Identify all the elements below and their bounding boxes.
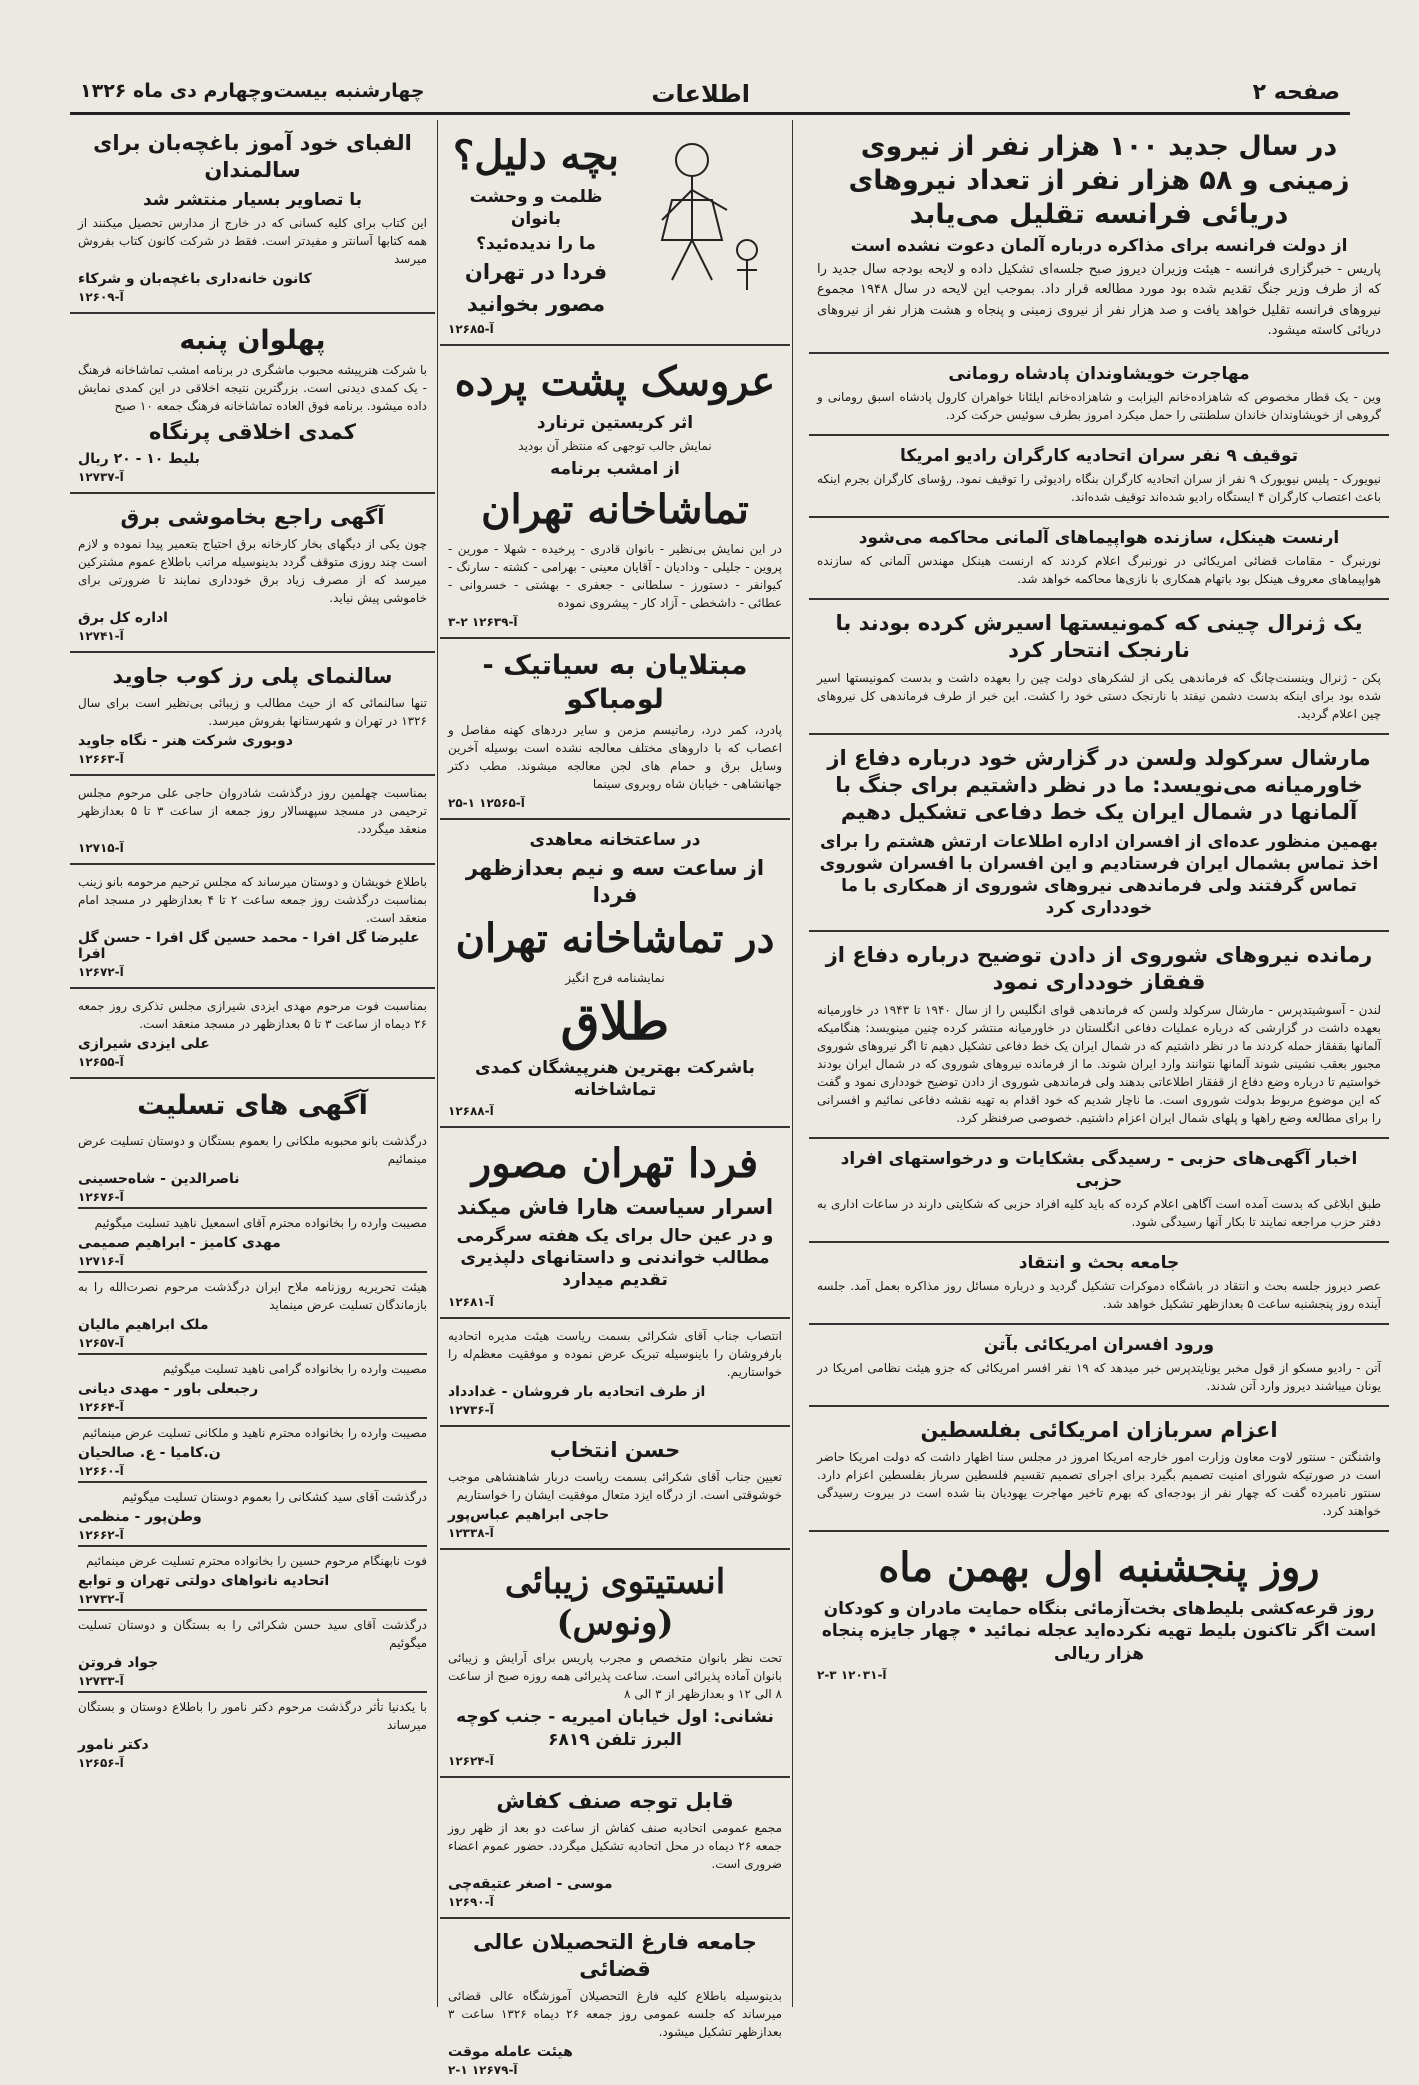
lottery-title: روز پنجشنبه اول بهمن ماه (878, 1544, 1320, 1592)
ad-title: قابل توجه صنف کفاش (496, 1788, 734, 1813)
story-meeting (809, 1243, 1389, 1325)
ad-code: آ-۱۲۶۵۷ (78, 1336, 124, 1351)
condolence-body: درگذشت آقای سید حسن شکرائی را به بستگان و دوستان تسلیت میگوئیم (78, 1618, 427, 1651)
masthead (70, 78, 1350, 115)
ad-line: فردا در تهران (464, 260, 608, 285)
ad-sign: از طرف اتحادیه بار فروشان - غدادداد (448, 1383, 706, 1400)
condolence-sign: اتحادیه نانواهای دولتی تهران و توابع (78, 1573, 330, 1590)
ad-code: آ-۱۲۳۳۸ (448, 1525, 494, 1540)
ad-title: انستیتوی زیبائی (ونوس) (504, 1561, 726, 1643)
ad-line: ظلمت و وحشت بانوان (469, 187, 603, 230)
story-body: آتن - رادیو مسکو از قول مخبر یونایتدپرس خبر میدهد که ۱۹ نفر افسر امریکائی که جزو هیئت نظامی امریکا در یونان میباشند دیروز وارد آتن شدند. (817, 1361, 1382, 1394)
condolence-body: درگذشت بانو محبوبه ملکانی را بعموم بستگان و دوستان تسلیت عرض مینمائیم (78, 1134, 427, 1167)
ad-title: آگهی راجع بخاموشی برق (120, 504, 385, 529)
ad-desc: نمایش جالب توجهی که منتظر آن بودید (518, 438, 712, 453)
ad-child (440, 120, 790, 346)
story-soviet (809, 932, 1389, 1139)
ad-code: ۲-۳ آ-۱۲۰۳۱ (817, 1667, 887, 1682)
story-title: یک ژنرال چینی که کمونیستها اسیرش کرده بودند با نارنجک انتحار کرد (835, 611, 1363, 663)
story-title: ارنست هینکل، سازنده هواپیماهای آلمانی محاکمه می‌شود (858, 528, 1340, 549)
story-title: جامعه بحث و انتقاد (1018, 1252, 1180, 1273)
ad-code: آ-۱۲۷۱۶ (78, 1254, 124, 1269)
ad-address: نشانی: اول خیابان امیریه - جنب کوچه البرز تلفن ۶۸۱۹ (456, 1707, 774, 1750)
condolence-sign: ملک ابراهیم مالیان (78, 1317, 209, 1334)
issue-date: چهارشنبه بیست‌وچهارم دی ماه ۱۳۲۶ (80, 80, 425, 102)
ad-from: از امشب برنامه (550, 458, 680, 479)
ad-code: آ-۱۲۶۳۹ ۲-۳ (448, 615, 518, 630)
ad-code: آ-۱۲۶۰۹ (78, 289, 124, 304)
center-ads-column (440, 120, 790, 2078)
ad-title: بچه دلیل؟ (453, 132, 619, 179)
ad-title: جامعه فارغ التحصیلان عالی قضائی (473, 1929, 757, 1982)
lottery-ad (809, 1532, 1389, 1689)
condolence-section (70, 1079, 435, 1781)
story-body: پکن - ژنرال وینسنت‌چانگ که فرماندهی یکی از لشکرهای دولت چین را بعهده داشت و بدست کمونیستها اسیر شده بود برای اینکه بدست دشمن نیفتد با نارنجک دستی خود را کشت. این خبر از طرف فرماندهی کل نیروهای چین اعلام گردید. (817, 670, 1381, 721)
ad-sub: با تصاویر بسیار منتشر شد (142, 189, 363, 210)
story-body: نورنبرگ - مقامات قضائی امریکائی در نورنبرگ اعلام کردند که ارنست هینکل مهندس آلمانی که سازنده هواپیماهای معروف هینکل بود باتهام همکاری با نازی‌ها محاکمه خواهد شد. (817, 554, 1381, 587)
condolence-sign: جواد فروتن (78, 1655, 159, 1672)
story-radio (809, 436, 1389, 518)
story-title: اخبار آگهی‌های حزبی - رسیدگی بشکایات و درخواستهای افراد حزبی (840, 1148, 1358, 1191)
story-title: رمانده نیروهای شوروی از دادن توضیح درباره دفاع از قفقاز خودداری نمود (825, 943, 1373, 995)
story-title: ورود افسران امریکائی بآتن (983, 1334, 1215, 1355)
ad-pahlevan (70, 314, 435, 494)
notice (70, 865, 435, 989)
story-body: واشنگتن - سنتور لاوت معاون وزارت امور خارجه امریکا امروز در مجلس سنا اظهار داشت که دولت امریکا حاضر است در صورتیکه شورای امنیت تصمیم بگیرد برای اجرای تصمیم تقسیم فلسطین سرباز بفلسطین اعزام دارد. سنتور نامبرده گفت که چهار نفر از بودجه‌ای که بهرم تاخیر مهاجرت یهودیان بنا شده است در بیروت رسیدگی خواهند کرد. (817, 1450, 1381, 1519)
notice-body: باطلاع خویشان و دوستان میرساند که مجلس ترحیم مرحومه بانو زینب بمناسبت درگذشت روز جمعه ساعت ۲ تا ۴ بعدازظهر در مسجد امام منعقد است. (78, 875, 427, 926)
ad-code: آ-۱۲۶۶۰ (78, 1464, 124, 1479)
condolence-sign: مهدی کامیز - ابراهیم صمیمی (78, 1235, 281, 1252)
ad-body: پادرد، کمر درد، رماتیسم مزمن و سایر دردهای کهنه مفاصل و اعصاب که با داروهای مختلف معالجه نشده است بوسیله آخرین وسایل برق و حمام های لجن معالجه میشوند. مطب دکتر جهانشاهی - خیابان شاه روبروی سینما (448, 722, 782, 791)
ad-body: تنها سالنمائی که از حیث مطالب و زیبائی بی‌نظیر است برای سال ۱۳۲۶ در تهران و شهرستانها بفروش میرسد. (78, 696, 427, 729)
story-body: وین - یک قطار مخصوص که شاهزاده‌خانم الیزابت و شاهزاده‌خانم ایلئانا خواهران کارول پادشاه اسبق رومانی و گروهی از خویشاوندان خاندان سلطنتی را حمل میکرد امروز بطرف سوئیس حرکت کرد. (817, 390, 1381, 422)
ad-top: در ساعتخانه معاهدی (529, 829, 701, 850)
condolence-item (78, 1209, 427, 1273)
story-palestine (809, 1407, 1389, 1532)
condolence-sign: رجبعلی باور - مهدی دیانی (78, 1381, 259, 1398)
story-wilson (809, 735, 1389, 932)
ad-title: مبتلایان به سیاتیک - لومباکو (482, 650, 748, 715)
condolence-sign: دکتر نامور (78, 1737, 149, 1754)
ad-body: انتصاب جناب آقای شکرائی بسمت ریاست هیئت مدیره اتحادیه بارفروشان را باینوسیله تبریک عرض نموده و موفقیت معظم‌له را خواستاریم. (448, 1328, 782, 1379)
ad-sign: اداره کل برق (78, 610, 168, 627)
condolence-item (78, 1355, 427, 1419)
story-body: نیویورک - پلیس نیویورک ۹ نفر از سران اتحادیه کارگران بنگاه رادیوئی را توقیف نمود. رؤسای کارگران بجرم اینکه باعث اعتصاب کارگران ۴ ایستگاه رادیو شده‌اند توقیف شده‌اند. (817, 472, 1381, 505)
ad-code: آ-۱۲۷۴۱ (78, 629, 124, 644)
ad-doll (440, 346, 790, 639)
ad-line: اسرار سیاست هارا فاش میکند (456, 1194, 774, 1219)
ad-sign: هیئت عامله موقت (448, 2044, 573, 2061)
ad-code: آ-۱۲۶۹۰ (448, 1894, 494, 1909)
notice (70, 989, 435, 1079)
ad-alphabet (70, 120, 435, 314)
ad-price: بلیط ۱۰ - ۲۰ ریال (78, 450, 200, 467)
ad-body: با شرکت هنرپیشه محبوب ماشگری در برنامه امشب تماشاخانه فرهنگ - یک کمدی دیدنی است. بزرگترین نتیجه اخلاقی در این کمدی نمایش داده میشود. برنامه فوق العاده تماشاخانه فرهنگ جمعه ۱۰ صبح (78, 363, 427, 414)
ad-sign: موسی - اصغر عتیقه‌چی (448, 1875, 613, 1892)
ad-author: نمایشنامه فرج انگیز (565, 971, 665, 986)
notice-body: بمناسبت چهلمین روز درگذشت شادروان حاجی علی مرحوم مجلس ترحیمی در مسجد سپهسالار روز جمعه از ساعت ۳ تا ۵ بعدازظهر منعقد میگردد. (78, 786, 428, 837)
condolence-item (78, 1419, 427, 1483)
ad-theater: تماشاخانه تهران (481, 486, 749, 534)
ad-title: طلاق (560, 992, 670, 1052)
ad-title: سالنمای پلی رز کوب جاوید (112, 664, 393, 689)
story-title: مارشال سرکولد ولسن در گزارش خود درباره دفاع از خاورمیانه می‌نویسد: ما در نظر داشتیم برای جنگ با آلمانها در شمال ایران یک خط دفاعی تشکیل دهیم (827, 745, 1371, 825)
ad-sign: حاجی ابراهیم عباس‌پور (448, 1506, 610, 1523)
ad-shoes (440, 1778, 790, 1919)
ad-union (440, 1319, 790, 1427)
ad-mosavar (440, 1128, 790, 1319)
ad-body: تحت نظر بانوان متخصص و مجرب پاریس برای آرایش و زیبائی بانوان آماده پذیرائی است. ساعت پذیرائی همه روزه صبح از ساعت ۸ الی ۱۲ و بعدازظهر از ۳ الی ۸ (448, 1651, 782, 1702)
news-column (809, 120, 1389, 2007)
ad-sign: دوبوری شرکت هنر - نگاه جاوید (78, 733, 293, 750)
ad-code: آ-۱۲۷۳۳ (78, 1674, 124, 1689)
ad-cast: در این نمایش بی‌نظیر - بانوان قادری - پرخیده - شهلا - مورین - پروین - جلیلی - ودادیان - آقایان معینی - بهرامی - کشته - سارنگ - کیوانفر - دستورز - سلطانی - جعفری - بهشتی - خسروانی - عطائی - داشخطی - آزاد کار - پیشروی نموده (448, 542, 782, 611)
ad-author: اثر کریستین ترنارد (536, 412, 694, 433)
ad-title: عروسک پشت پرده (454, 357, 776, 405)
ad-body: چون یکی از دیگهای بخار کارخانه برق احتیاج بتعمیر پیدا نموده و لازم است چند روزی متوقف گردد بدینوسیله مراتب باطلاع عموم مشترکین میرسد که از مصرف زیاد برق خودداری نمایند تا ضرورتی برای خاموشی پیش نیاید. (78, 537, 427, 606)
page-label: صفحه ۲ (1252, 80, 1340, 105)
ad-code: آ-۱۲۶۶۴ (78, 1400, 124, 1415)
condolence-item (78, 1273, 427, 1355)
ad-title: حسن انتخاب (549, 1437, 681, 1462)
column-rule (792, 120, 793, 2007)
story-body: طبق ابلاغی که بدست آمده است آگاهی اعلام کرده که باید کلیه افراد حزبی که شکایتی دارند در ساعات اداری به دفتر حزب مراجعه نمایند تا بکار آنها رسیدگی شود. (817, 1196, 1381, 1229)
column-rule (437, 120, 438, 2007)
ad-body: این کتاب برای کلیه کسانی که در خارج از مدارس تحصیل میکنند از همه کتابها آسانتر و مفید‌تر است. فقط در شرکت کانون کتاب بفروش میرسد (78, 215, 427, 266)
story-henkel (809, 518, 1389, 600)
lead-headline: در سال جدید ۱۰۰ هزار نفر از نیروی زمینی و ۵۸ هزار نفر از تعداد نیروهای دریائی فرانسه تقلیل می‌یابد (848, 131, 1350, 230)
ad-code: آ-۱۲۷۳۶ (448, 1402, 494, 1417)
left-ads-column (70, 120, 435, 2007)
condolence-item (78, 1127, 427, 1209)
ad-venus (440, 1550, 790, 1778)
condolence-body: درگذشت آقای سید کشکانی را بعموم دوستان تسلیت میگوئیم (122, 1490, 427, 1505)
ad-code: آ-۱۲۶۵۵ (78, 1055, 124, 1070)
ad-code: آ-۱۲۶۸۱ (448, 1294, 494, 1309)
ad-time: از ساعت سه و نیم بعدازظهر فردا (465, 855, 765, 907)
ad-power (70, 494, 435, 653)
ad-line: ما را ندیده‌ئید؟ (476, 234, 596, 255)
paper-name: اطلاعات (651, 80, 750, 108)
condolence-body: فوت نابهنگام مرحوم حسین را بخانواده محترم تسلیت عرض مینمائیم (86, 1554, 427, 1569)
story-body: لندن - آسوشیتدپرس - مارشال سرکولد ولسن که فرماندهی قوای انگلیس را از سال ۱۹۴۰ تا ۱۹۴۳ در خاورمیانه بعهده داشت در گزارشی که درباره عملیات دفاعی انگلستان در خاورمیانه منتشر کرده چنین مینویسد: هنگامیکه آلمانها بقفقاز حمله کردند ما در نظر داشتیم که در شمال ایران یک خط دفاعی تشکیل دهیم تا اگر نیروهای شوروی مجبور بعقب نشینی شوند آلمانها نتوانند وارد ایران شوند. ما از فرمانده نیروهای شوروی که در شمال ایران بودند خواستیم تا درباره وضع دفاع از قفقاز اطلاعاتی بدهند ولی فرماندهی شوروی از دادن توضیح خودداری نمود و گفت که این موضوع مربوط بدولت شوروی است. ما ناچار شدیم که خود اقدام به تهیه نقشه دفاعی نمائیم و افسرانی را برای مطالعه وضع راهها و پلهای شمال ایران اعزام داشتیم. خصوصی صرفنظر کرد. (817, 1002, 1381, 1125)
ad-choice (440, 1427, 790, 1550)
condolence-item (78, 1611, 427, 1693)
condolence-item (78, 1483, 427, 1547)
ad-body: بدینوسیله باطلاع کلیه فارغ التحصیلان آموزشگاه عالی قضائی میرساند که جلسه عمومی روز جمعه ۲۶ دیماه ۱۳۲۶ ساعت ۳ بعدازظهر تشکیل میشود. (448, 1989, 782, 2040)
ad-theater: در تماشاخانه تهران (455, 915, 775, 963)
ad-line: مصور بخوانید (466, 291, 606, 316)
story-title: مهاجرت خویشاوندان پادشاه رومانی (948, 363, 1250, 384)
story-title: اعزام سربازان امریکائی بفلسطین (920, 1418, 1278, 1443)
condolence-body: مصیبت وارده را بخانواده محترم آقای اسمعیل ناهید تسلیت میگوئیم (94, 1216, 427, 1231)
ad-code: آ-۱۲۶۸۸ (448, 1103, 494, 1118)
ad-code: آ-۱۲۶۷۹ ۱-۲ (448, 2063, 518, 2078)
ad-title: الفبای خود آموز باغچه‌بان برای سالمندان (93, 131, 412, 183)
story-officers (809, 1325, 1389, 1407)
ad-code: آ-۱۲۶۲۴ (448, 1753, 494, 1768)
ad-code: آ-۱۲۷۳۲ (78, 1592, 124, 1607)
ad-calendar (70, 653, 435, 776)
story-china (809, 600, 1389, 735)
condolence-body: مصیبت وارده را بخانواده گرامی ناهید تسلیت میگوئیم (162, 1362, 427, 1377)
ad-code: آ-۱۲۶۵۶ (78, 1756, 124, 1771)
ad-title: فردا تهران مصور (471, 1139, 759, 1187)
condolence-body: با یکدنیا تأثر درگذشت مرحوم دکتر نامور را باطلاع دوستان و بستگان میرساند (78, 1700, 427, 1733)
story-body: عصر دیروز جلسه بحث و انتقاد در باشگاه دموکرات تشکیل گردید و درباره مسائل روز مذاکره بعمل آمد. جلسه آینده روز پنجشنبه ساعت ۵ بعدازظهر تشکیل خواهد شد. (817, 1278, 1381, 1311)
condolence-sign: ن.کامیا - ع. صالحیان (78, 1445, 221, 1462)
condolence-body: هیئت تحریریه روزنامه ملاح ایران درگذشت مرحوم نصرت‌الله را به بازماندگان تسلیت عرض مینماید (78, 1280, 427, 1313)
notice-sign: علیرضا گل افرا - محمد حسین گل افرا - حسن گل افرا (78, 930, 420, 963)
condolence-sign: وطن‌پور - منظمی (78, 1509, 202, 1526)
ad-code: آ-۱۲۶۷۲ (78, 965, 124, 980)
ad-body: مجمع عمومی اتحادیه صنف کفاش از ساعت دو بعد از ظهر روز جمعه ۲۶ دیماه در محل اتحادیه تشکیل میگردد. حضور عموم اعضاء ضروری است. (448, 1820, 782, 1871)
ad-alumni (440, 1919, 790, 2085)
ad-body: و در عین حال برای یک هفته سرگرمی مطالب خواندنی و داستانهای دلپذیری تقدیم میدارد (456, 1226, 774, 1291)
ad-code: آ-۱۲۵۶۵ ۱-۲۵ (448, 795, 525, 810)
ad-line: کمدی اخلاقی پرنگاه (149, 420, 356, 445)
ad-code: آ-۱۲۶۶۳ (78, 752, 124, 767)
ad-code: آ-۱۲۶۸۵ (448, 321, 494, 336)
ad-code: آ-۱۲۶۷۶ (78, 1190, 124, 1205)
condolence-body: مصیبت وارده را بخانواده محترم ناهید و ملکانی تسلیت عرض مینمائیم (82, 1426, 427, 1441)
ad-cure (440, 639, 790, 820)
ad-code: آ-۱۲۶۶۲ (78, 1528, 124, 1543)
condolence-item (78, 1547, 427, 1611)
story-king (809, 354, 1389, 436)
lead-story (809, 120, 1389, 354)
section-title: آگهی های تسلیت (137, 1090, 368, 1122)
lottery-body: روز قرعه‌کشی بلیط‌های بخت‌آزمائی بنگاه حمایت مادران و کودکان است اگر تاکنون بلیط تهیه نکرده‌اید عجله نمائید • چهار جایزه پنجاه هزار ریالی (821, 1599, 1377, 1664)
condolence-item (78, 1693, 427, 1773)
story-subtitle: بهمین منظور عده‌ای از افسران اداره اطلاعات ارتش هشتم را برای اخذ تماس بشمال ایران فرستادیم و این افسران با افسران شوروی تماس گرفتند ولی فرماندهی نیروهای شوروی از همکاری با ما خودداری کرد (819, 831, 1379, 918)
notice-sign: علی ایزدی شیرازی (78, 1036, 210, 1053)
notice-body: بمناسبت فوت مرحوم مهدی ایزدی شیرازی مجلس تذکری روز جمعه ۲۶ دیماه از ساعت ۳ تا ۵ بعدازظهر در مسجد منعقد است. (78, 999, 427, 1032)
ad-body: تعیین جناب آقای شکرائی بسمت ریاست دربار شاهنشاهی موجب خوشوقتی است. از درگاه ایزد متعال موفقیت ایشان را خواستاریم (448, 1469, 782, 1502)
sketch-illustration (632, 130, 782, 300)
ad-title: پهلوان پنبه (179, 324, 326, 356)
ad-cast: باشرکت بهترین هنرپیشگان کمدی تماشاخانه (475, 1057, 755, 1100)
story-title: توقیف ۹ نفر سران اتحادیه کارگران رادیو امریکا (899, 446, 1299, 466)
ad-code: آ-۱۲۷۳۷ (78, 469, 124, 484)
lead-subheadline: از دولت فرانسه برای مذاکره درباره آلمان دعوت نشده است (850, 236, 1348, 257)
ad-code: آ-۱۲۷۱۵ (78, 841, 124, 856)
story-nurses (809, 1139, 1389, 1243)
ad-divorce (440, 820, 790, 1128)
notice (70, 776, 435, 865)
condolence-sign: ناصرالدین - شاه‌حسینی (78, 1171, 240, 1188)
lead-body: پاریس - خبرگزاری فرانسه - هیئت وزیران دیروز صبح جلسه‌ای تشکیل داده و لایحه بودجه سال جدید را که از طرف وزیر جنگ تقدیم شده بود مورد مطالعه قرار داد. بموجب این لایحه در سال ۱۹۴۸ مجموع نیروهای فرانسه تقلیل خواهد یافت و صد هزار نفر از نیروی زمینی و پنجاه و هشت هزار نفر از نیروهای دریائی کاسته میشود. (817, 262, 1381, 338)
ad-sign: کانون خانه‌داری باغچه‌بان و شرکاء (78, 270, 312, 287)
